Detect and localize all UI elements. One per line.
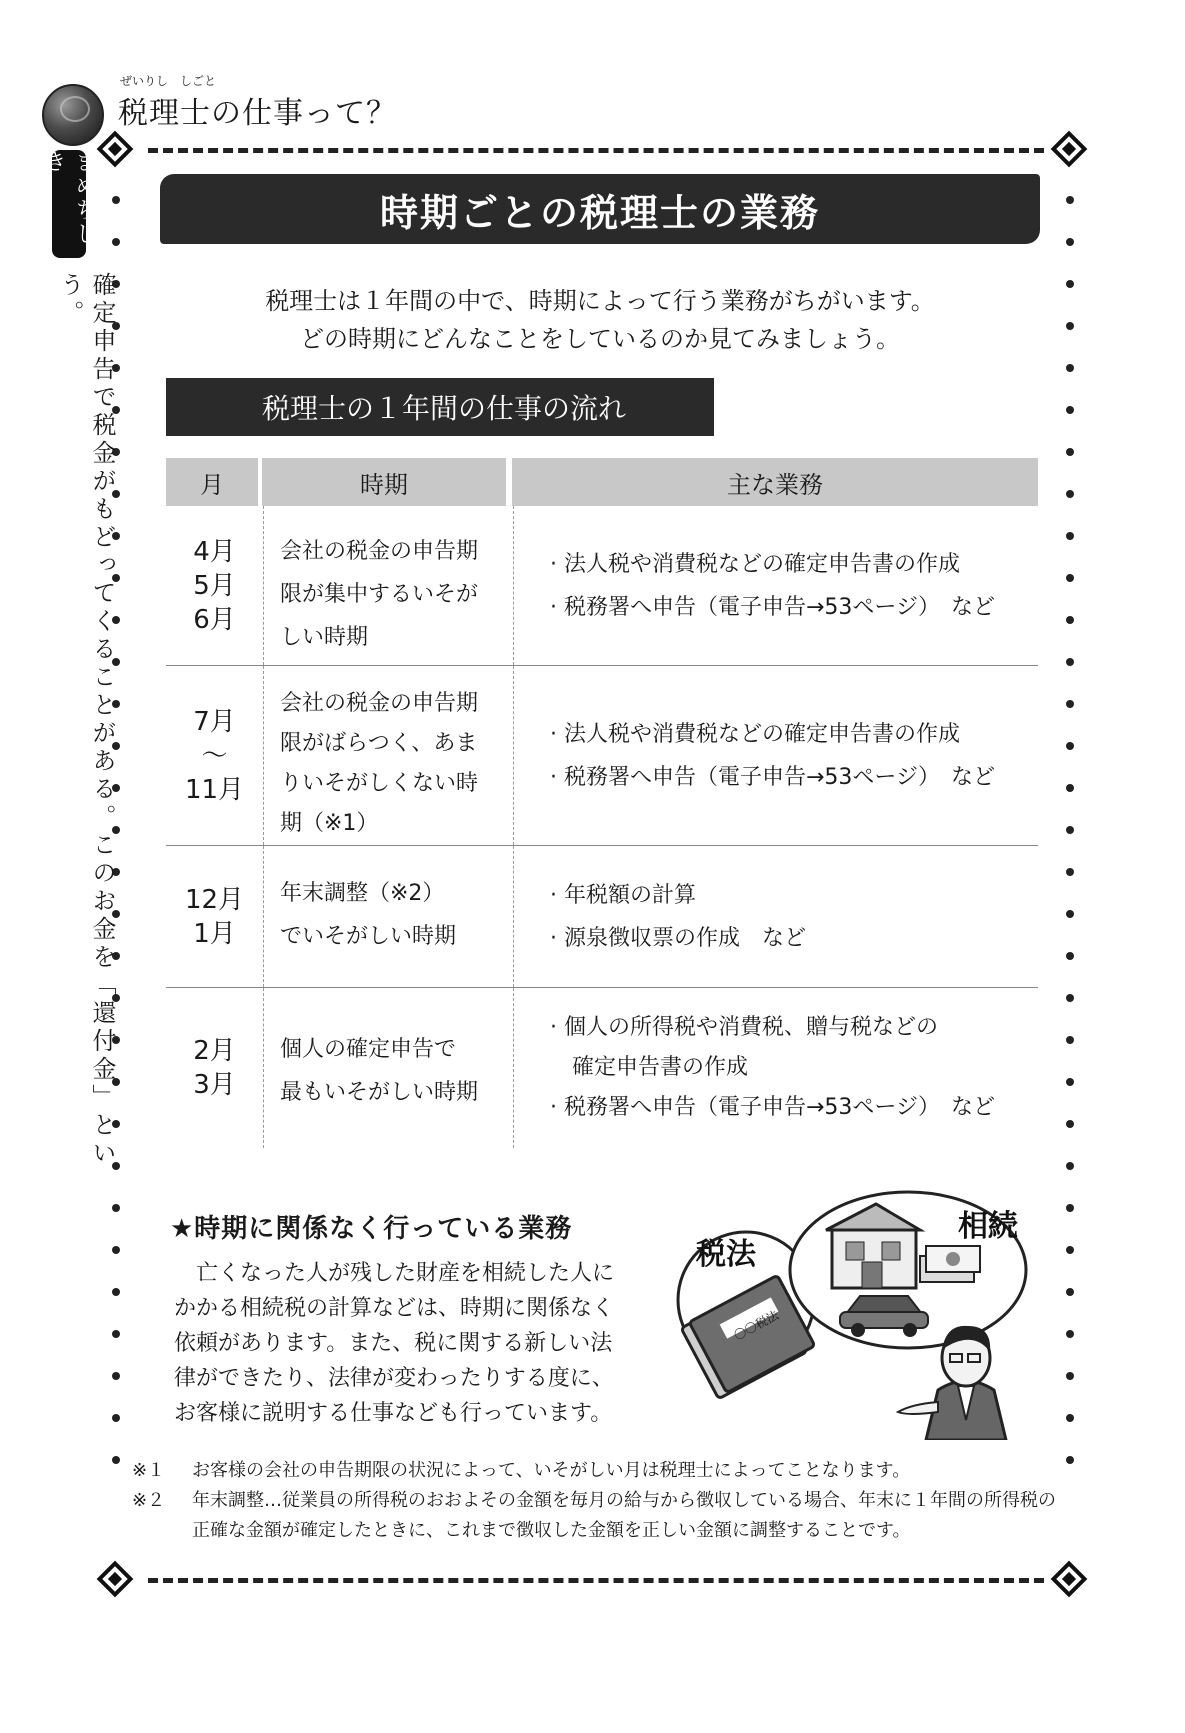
period-line: 最もいそがしい時期: [280, 1080, 479, 1105]
month-label: 6月: [193, 604, 236, 635]
row-months: [166, 666, 264, 845]
task-line: 確定申告書の作成: [550, 1055, 749, 1080]
frame-right: [1066, 196, 1074, 1498]
footnote-text: 年末調整…従業員の所得税のおおよその金額を毎月の給与から徴収している場合、年末に１年間の所得税の正確な金額が確定したときに、これまで徴収した金額を正しい金額に調整することです。: [192, 1490, 1056, 1541]
task-line: · 個人の所得税や消費税、贈与税などの: [550, 1015, 938, 1040]
row-period: [264, 666, 514, 845]
illustration-tax-law-inheritance: [676, 1190, 1040, 1440]
other-duties-heading: ★時期に関係なく行っている業務: [170, 1214, 573, 1244]
row-period: [264, 846, 514, 987]
task-line: · 法人税や消費税などの確定申告書の作成: [550, 551, 960, 577]
table-row: [166, 846, 1038, 988]
row-tasks: [514, 988, 1038, 1148]
task-line: · 税務署へ申告（電子申告→53ページ） など: [550, 764, 995, 790]
month-label: 2月: [193, 1036, 236, 1066]
label-inherit: 相続: [958, 1209, 1018, 1244]
month-label: ～: [201, 740, 228, 771]
header-ruby: ぜいりし しごと: [120, 74, 217, 88]
table-row: [166, 988, 1038, 1148]
footnote: [132, 1456, 1072, 1486]
frame-corner-bl: [97, 1561, 134, 1598]
task-line: · 税務署へ申告（電子申告→53ページ） など: [550, 594, 995, 620]
header-month: 月: [166, 458, 258, 506]
frame-corner-br: [1051, 1561, 1088, 1598]
period-line: 期（※1）: [280, 811, 379, 836]
frame-corner-tl: [97, 131, 134, 168]
header-emblem: [42, 84, 104, 146]
page-title: 税理士の仕事って？: [118, 96, 397, 131]
other-duties-paragraph: 亡くなった人が残した財産を相続した人にかかる相続税の計算などは、時期に関係なく依頼があります。また、税に関する新しい法律ができたり、法律が変わったりする度に、お客様に説明する仕事なども行っています。: [174, 1261, 615, 1426]
month-label: 7月: [193, 706, 236, 737]
footnote: [132, 1486, 1072, 1546]
schedule-table: [166, 458, 1038, 1148]
period-line: りいそがしくない時: [280, 771, 479, 796]
book-label: 〇〇税法: [731, 1307, 781, 1343]
intro-text: [170, 282, 1030, 358]
period-line: 会社の税金の申告期: [280, 539, 479, 564]
month-label: 5月: [193, 570, 236, 601]
month-label: 3月: [193, 1070, 236, 1100]
mamechishiki-badge: まめちしき: [52, 150, 86, 258]
period-line: 会社の税金の申告期: [280, 691, 479, 716]
row-tasks: [514, 666, 1038, 845]
frame-corner-tr: [1051, 131, 1088, 168]
period-line: 年末調整（※2）: [280, 881, 445, 906]
row-period: [264, 506, 514, 665]
task-line: · 年税額の計算: [550, 882, 696, 908]
money-icon: [920, 1246, 980, 1282]
row-tasks: [514, 506, 1038, 665]
month-label: 4月: [193, 536, 236, 567]
row-tasks: [514, 846, 1038, 987]
mamechishiki-text: 確定申告で税金がもどってくることがある。このお金を「還付金」という。: [56, 272, 116, 1168]
period-line: 個人の確定申告で: [280, 1037, 457, 1062]
footnote-key: ※１: [132, 1460, 166, 1481]
month-label: 1月: [193, 918, 236, 949]
month-label: 12月: [184, 884, 245, 915]
period-line: しい時期: [280, 625, 369, 650]
period-line: 限が集中するいそが: [280, 582, 479, 607]
footnote-key: ※２: [132, 1490, 166, 1511]
row-months: [166, 988, 264, 1148]
task-line: · 法人税や消費税などの確定申告書の作成: [550, 721, 960, 747]
table-row: [166, 506, 1038, 666]
section-title: 税理士の１年間の仕事の流れ: [166, 378, 714, 436]
frame-bottom: [148, 1578, 1044, 1583]
header-tasks: 主な業務: [512, 458, 1038, 506]
intro-line-1: 税理士は１年間の中で、時期によって行う業務がちがいます。: [265, 287, 935, 315]
table-row: [166, 666, 1038, 846]
footnotes: [132, 1456, 1072, 1546]
row-months: [166, 506, 264, 665]
footnote-text: お客様の会社の申告期限の状況によって、いそがしい月は税理士によってことなります。: [192, 1460, 911, 1481]
task-line: · 税務署へ申告（電子申告→53ページ） など: [550, 1095, 995, 1120]
task-line: · 源泉徴収票の作成 など: [550, 925, 806, 951]
row-months: [166, 846, 264, 987]
header-period: 時期: [262, 458, 506, 506]
label-law: 税法: [696, 1237, 756, 1272]
frame-top: [148, 148, 1044, 153]
table-header: [166, 458, 1038, 506]
period-line: でいそがしい時期: [280, 924, 457, 949]
month-label: 11月: [184, 774, 245, 805]
period-line: 限がばらつく、あま: [280, 731, 478, 756]
intro-line-2: どの時期にどんなことをしているのか見てみましょう。: [300, 325, 900, 353]
main-title-banner: 時期ごとの税理士の業務: [160, 174, 1040, 244]
row-period: [264, 988, 514, 1148]
